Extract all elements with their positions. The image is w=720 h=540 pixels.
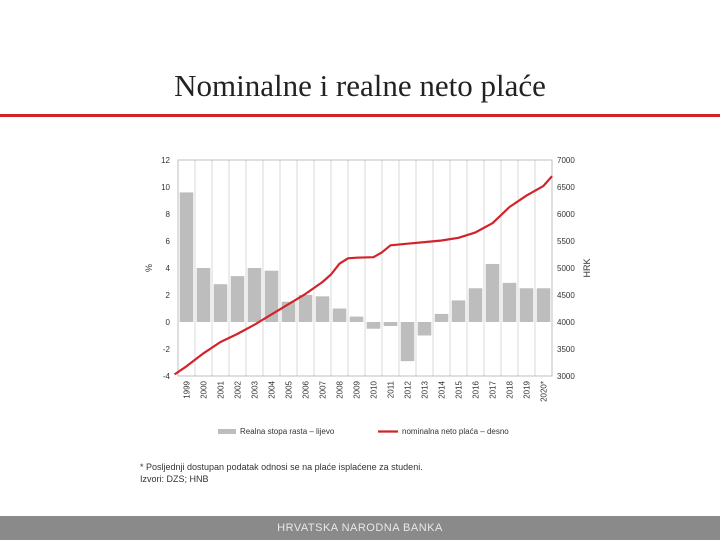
- bar: [197, 268, 211, 322]
- footnote: * Posljednji dostupan podatak odnosi se na plaće isplaćene za studeni.: [140, 462, 423, 472]
- x-tick-label: 2005: [284, 381, 294, 399]
- x-tick-label: 2012: [403, 381, 413, 399]
- y-left-tick-label: -2: [162, 345, 170, 354]
- bar: [180, 192, 194, 322]
- x-tick-label: 2004: [267, 381, 277, 399]
- bar: [350, 317, 364, 322]
- bar: [503, 283, 517, 322]
- legend-label-bars: Realna stopa rasta – lijevo: [240, 427, 335, 436]
- x-tick-label: 2015: [454, 381, 464, 399]
- x-tick-label: 2009: [352, 381, 362, 399]
- bar: [384, 322, 398, 326]
- bar: [520, 288, 534, 322]
- y-left-tick-label: -4: [162, 372, 170, 381]
- y-left-tick-label: 8: [165, 210, 170, 219]
- x-tick-label: 2008: [335, 381, 345, 399]
- y-right-tick-label: 7000: [557, 156, 575, 165]
- y-left-tick-label: 10: [161, 183, 170, 192]
- y-right-axis-label: HRK: [582, 258, 592, 278]
- legend-label-line: nominalna neto plaća – desno: [402, 427, 509, 436]
- y-right-tick-label: 4500: [557, 291, 575, 300]
- x-tick-label: 2018: [505, 381, 515, 399]
- footer-label: HRVATSKA NARODNA BANKA: [277, 522, 443, 534]
- y-left-tick-label: 12: [161, 156, 170, 165]
- page-title: Nominalne i realne neto plaće: [174, 68, 546, 103]
- bar: [231, 276, 245, 322]
- bar: [418, 322, 432, 336]
- bar: [316, 296, 330, 322]
- y-left-tick-label: 0: [165, 318, 170, 327]
- bar: [333, 309, 347, 323]
- x-tick-label: 2013: [420, 381, 430, 399]
- x-tick-label: 2010: [369, 381, 379, 399]
- source-note: Izvori: DZS; HNB: [140, 474, 209, 484]
- x-tick-label: 2016: [471, 381, 481, 399]
- bar: [214, 284, 228, 322]
- x-tick-label: 2019: [522, 381, 532, 399]
- x-tick-label: 1999: [182, 381, 192, 399]
- x-tick-label: 2003: [250, 381, 260, 399]
- bar: [537, 288, 551, 322]
- x-tick-label: 2014: [437, 381, 447, 399]
- x-tick-label: 2007: [318, 381, 328, 399]
- y-right-tick-label: 5500: [557, 237, 575, 246]
- x-tick-label: 2000: [199, 381, 209, 399]
- x-tick-label: 2011: [386, 381, 396, 399]
- chart-notes: [140, 461, 423, 485]
- bar: [486, 264, 500, 322]
- bar: [435, 314, 449, 322]
- y-left-tick-label: 4: [165, 264, 170, 273]
- y-right-tick-label: 4000: [557, 318, 575, 327]
- y-right-tick-label: 6500: [557, 183, 575, 192]
- y-right-tick-label: 5000: [557, 264, 575, 273]
- x-tick-label: 2002: [233, 381, 243, 399]
- y-right-tick-label: 6000: [557, 210, 575, 219]
- y-right-tick-label: 3000: [557, 372, 575, 381]
- bar: [248, 268, 262, 322]
- legend-swatch-bars: [218, 429, 236, 434]
- bar: [452, 300, 466, 322]
- footer-bar: [0, 516, 720, 540]
- bar: [367, 322, 381, 329]
- bar: [299, 295, 313, 322]
- x-tick-label: 2006: [301, 381, 311, 399]
- x-tick-label: 2001: [216, 381, 226, 399]
- bar: [401, 322, 415, 361]
- y-left-axis-label: %: [144, 263, 154, 273]
- x-tick-label: 2020*: [539, 381, 549, 402]
- y-left-tick-label: 2: [165, 291, 170, 300]
- x-tick-label: 2017: [488, 381, 498, 399]
- y-left-tick-label: 6: [165, 237, 170, 246]
- bar: [469, 288, 483, 322]
- y-right-tick-label: 3500: [557, 345, 575, 354]
